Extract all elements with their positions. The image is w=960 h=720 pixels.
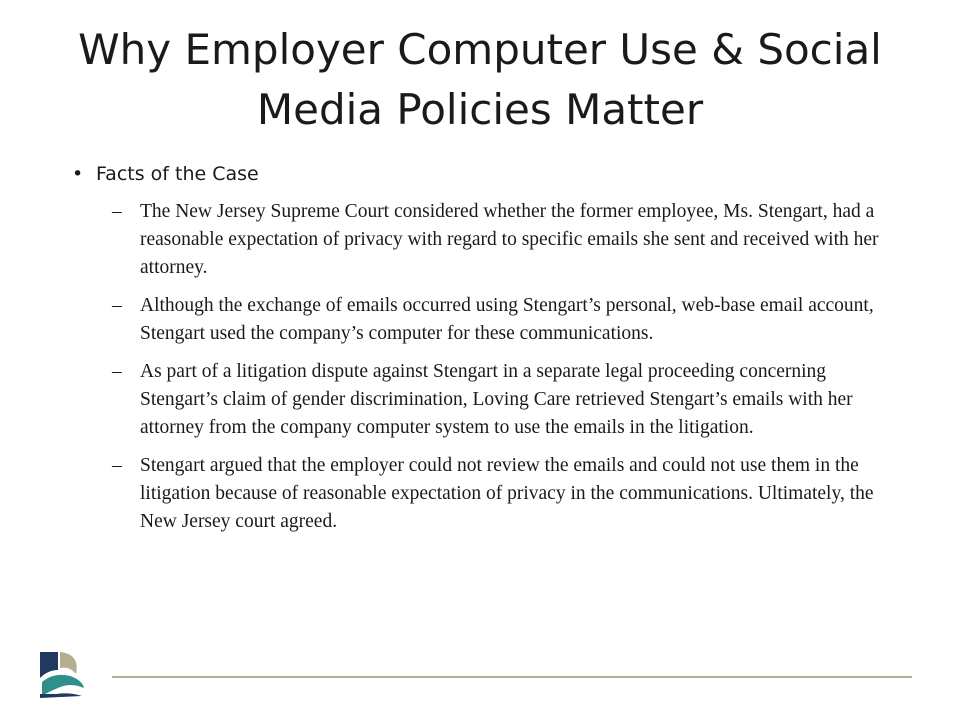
dash-marker: – <box>112 361 122 382</box>
sub-bullet-item <box>112 358 896 442</box>
firm-logo-icon <box>36 648 88 700</box>
logo-navy-base <box>40 693 82 698</box>
sub-bullet-text: The New Jersey Supreme Court considered whether the former employee, Ms. Stengart, had a reasonable expectation of privacy with regard to specific emails she sent and received with her attorney. <box>140 201 879 278</box>
bullet-facts-of-the-case <box>72 160 259 188</box>
logo-navy-shape <box>40 652 58 678</box>
sub-bullet-item <box>112 292 896 348</box>
sub-bullet-item <box>112 198 896 282</box>
sub-bullet-list <box>112 198 896 546</box>
sub-bullet-text: Although the exchange of emails occurred using Stengart’s personal, web-base email account, Stengart used the company’s computer for these communications. <box>140 295 874 344</box>
dash-marker: – <box>112 201 122 222</box>
footer-divider <box>112 676 912 678</box>
logo-sand-shape <box>60 652 77 674</box>
sub-bullet-text: Stengart argued that the employer could not review the emails and could not use them in the litigation because of reasonable expectation of privacy in the communications. Ultimately, the New Jersey court agreed. <box>140 455 874 532</box>
sub-bullet-item <box>112 452 896 536</box>
bullet-text: Facts of the Case <box>96 163 259 185</box>
dash-marker: – <box>112 295 122 316</box>
dash-marker: – <box>112 455 122 476</box>
sub-bullet-text: As part of a litigation dispute against Stengart in a separate legal proceeding concerning Stengart’s claim of gender discrimination, Loving Care retrieved Stengart’s emails with her attorney from the company computer system to use the emails in the litigation. <box>140 361 853 438</box>
logo-teal-shape <box>42 675 84 696</box>
bullet-marker: • <box>72 163 84 185</box>
slide-title: Why Employer Computer Use & Social Media Policies Matter <box>78 25 882 134</box>
